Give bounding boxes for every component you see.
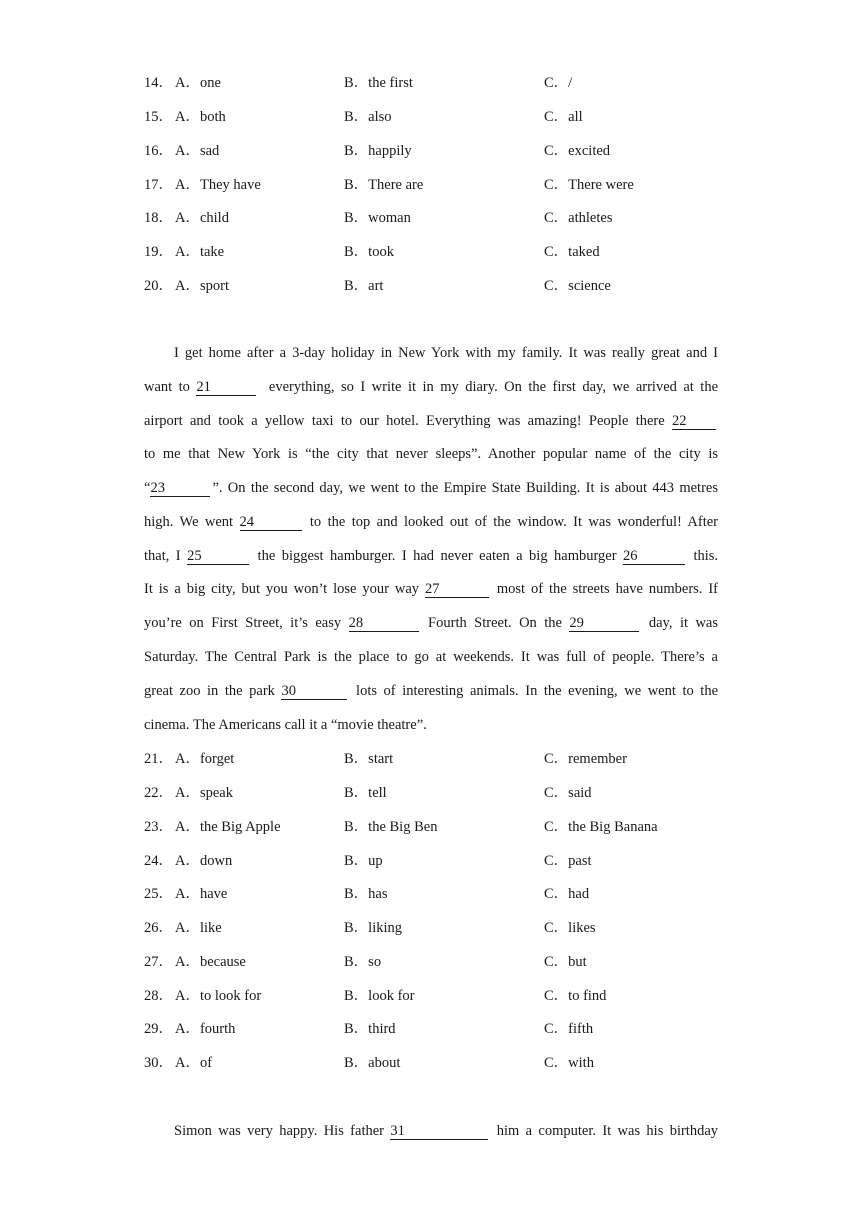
option-b: B．also [344,109,392,125]
option-a: A．to look for [175,988,262,1004]
blank-30: 30 [281,681,349,701]
passage-line: Simon was very happy. His father 31 him a computer. It was his birthday [174,1123,719,1139]
option-c: C．with [544,1055,594,1071]
passage-line: you’re on First Street, it’s easy 28 Fourth Street. On the 29 day, it was [144,615,719,631]
option-c: C．/ [544,75,573,91]
option-c: C．said [544,785,592,801]
option-b: B．so [344,954,382,970]
option-b: B．happily [344,143,412,159]
blank-22: 22 [672,411,718,431]
option-c: C．but [544,954,587,970]
option-c: C．to find [544,988,607,1004]
option-b: B．liking [344,920,403,936]
passage-line: want to 21 everything, so I write it in my diary. On the first day, we arrived at the [144,379,719,395]
option-c: C．There were [544,177,634,193]
question-number: 27． [144,954,173,970]
option-c: C．science [544,278,611,294]
passage-line: It is a big city, but you won’t lose your way 27 most of the streets have numbers. If [144,581,719,597]
passage-line: high. We went 24 to the top and looked out of the window. It was wonderful! After [144,514,718,530]
option-b: B．tell [344,785,387,801]
passage-line: “23 ”. On the second day, we went to the Empire State Building. It is about 443 metres [144,480,718,496]
blank-25: 25 [187,546,251,566]
question-number: 26． [144,920,173,936]
option-b: B．the first [344,75,413,91]
option-b: B．look for [344,988,415,1004]
blank-29: 29 [569,613,641,633]
option-a: A．sad [175,143,220,159]
option-a: A．have [175,886,228,902]
option-c: C．the Big Banana [544,819,658,835]
option-a: A．like [175,920,222,936]
option-a: A．fourth [175,1021,236,1037]
option-b: B．There are [344,177,424,193]
passage-line: great zoo in the park 30 lots of interesting animals. In the evening, we went to the [144,683,719,699]
passage-line: cinema. The Americans call it a “movie theatre”. [144,717,427,733]
option-b: B．art [344,278,384,294]
option-b: B．about [344,1055,401,1071]
option-a: A．speak [175,785,233,801]
passage-line: I get home after a 3-day holiday in New York with my family. It was really great and I [174,345,718,361]
option-b: B．up [344,853,383,869]
option-c: C．remember [544,751,627,767]
passage-line: airport and took a yellow taxi to our hotel. Everything was amazing! People there 22 [144,411,718,431]
option-b: B．woman [344,210,411,226]
option-a: A．forget [175,751,235,767]
question-number: 15． [144,109,173,125]
question-number: 23． [144,819,173,835]
option-a: A．one [175,75,221,91]
option-c: C．athletes [544,210,613,226]
question-number: 18． [144,210,173,226]
option-a: A．down [175,853,233,869]
blank-27: 27 [425,579,491,599]
question-number: 30． [144,1055,173,1071]
passage-line: Saturday. The Central Park is the place to go at weekends. It was full of people. There’s a [144,649,718,665]
option-c: C．likes [544,920,596,936]
option-b: B．has [344,886,388,902]
question-number: 20． [144,278,173,294]
option-a: A．the Big Apple [175,819,281,835]
blank-28: 28 [349,613,421,633]
option-a: A．both [175,109,226,125]
option-a: A．take [175,244,225,260]
option-a: A．of [175,1055,213,1071]
question-number: 21． [144,751,173,767]
passage-line: that, I 25 the biggest hamburger. I had never eaten a big hamburger 26 this. [144,548,719,564]
blank-23: 23 [150,478,212,498]
blank-26: 26 [623,546,687,566]
question-number: 19． [144,244,173,260]
question-number: 16． [144,143,173,159]
blank-24: 24 [240,512,304,532]
question-number: 22． [144,785,173,801]
question-number: 25． [144,886,173,902]
option-b: B．start [344,751,394,767]
option-a: A．They have [175,177,261,193]
question-number: 29． [144,1021,173,1037]
option-a: A．child [175,210,229,226]
option-c: C．had [544,886,590,902]
option-c: C．fifth [544,1021,594,1037]
question-number: 14． [144,75,173,91]
passage-line: to me that New York is “the city that never sleeps”. Another popular name of the city is [144,446,718,462]
question-number: 28． [144,988,173,1004]
blank-21: 21 [196,377,262,397]
question-number: 17． [144,177,173,193]
question-number: 24． [144,853,173,869]
option-c: C．taked [544,244,600,260]
option-c: C．excited [544,143,611,159]
option-b: B．the Big Ben [344,819,438,835]
blank-31: 31 [390,1121,490,1141]
option-a: A．sport [175,278,229,294]
option-a: A．because [175,954,246,970]
option-c: C．past [544,853,592,869]
reading-passage [144,343,718,743]
option-b: B．took [344,244,394,260]
option-b: B．third [344,1021,396,1037]
reading-passage-2 [144,1121,718,1141]
option-c: C．all [544,109,583,125]
